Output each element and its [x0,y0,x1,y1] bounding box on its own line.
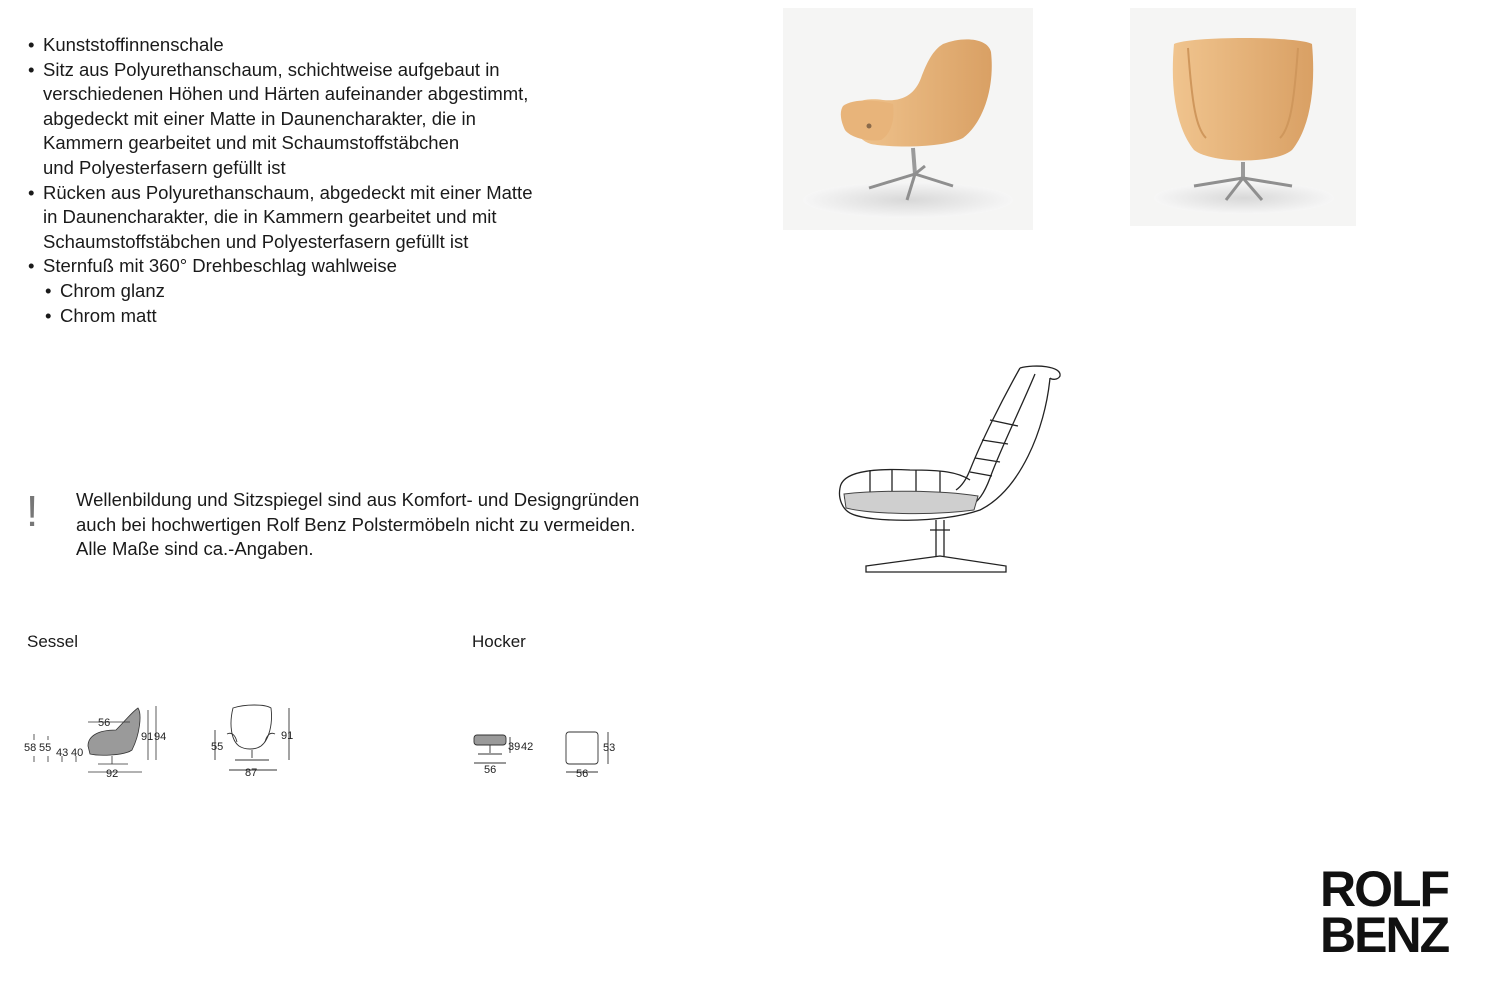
feature-line: in Daunencharakter, die in Kammern gearbeitet und mit [43,206,497,228]
notice-line: Alle Maße sind ca.-Angaben. [76,538,314,560]
dim-sessel-side-right-0: 91 [141,731,154,743]
bullet-icon: • [45,279,52,301]
dim-sessel-side-left-1: 55 [39,742,52,754]
brand-line-1: ROLF [1320,861,1449,917]
notice-line: auch bei hochwertigen Rolf Benz Polstermöbeln nicht zu vermeiden. [76,513,636,535]
feature-line: und Polyesterfasern gefüllt ist [43,156,286,178]
dim-sessel-front-left: 55 [211,741,224,753]
section-title-sessel: Sessel [27,632,79,651]
dim-hocker-top-right: 53 [603,742,616,754]
feature-line: Schaumstoffstäbchen und Polyesterfasern gefüllt ist [43,230,469,252]
notice-text [76,488,736,562]
dim-sessel-side-right-1: 94 [154,731,167,743]
rolf-benz-logo [1320,861,1470,963]
dim-sessel-side-left-0: 58 [24,742,37,754]
dim-sessel-front-right: 91 [281,730,294,742]
feature-list [28,33,648,328]
feature-item [28,58,648,181]
chair-photo-side [783,8,1033,230]
dim-hocker-side-bottom: 56 [484,764,497,776]
chair-photo-back [1130,8,1356,226]
sessel-side-dimension-diagram [20,700,180,785]
feature-line: Sternfuß mit 360° Drehbeschlag wahlweise [43,255,397,277]
bullet-icon: • [28,34,35,55]
bullet-icon: • [28,255,35,277]
feature-line: Chrom matt [60,304,157,326]
dim-sessel-side-left-3: 40 [71,747,84,759]
feature-item [28,279,648,304]
feature-line: verschiedenen Höhen und Härten aufeinander abgestimmt, [43,83,529,105]
hocker-top-dimension-diagram [562,728,622,783]
feature-line: Sitz aus Polyurethanschaum, schichtweise aufgebaut in [43,58,500,80]
dim-hocker-top-bottom: 56 [576,768,589,780]
dim-sessel-side-top: 56 [98,717,111,729]
dim-sessel-side-left-2: 43 [56,747,69,759]
bullet-icon: • [28,58,35,80]
feature-item [28,181,648,255]
dim-hocker-side-right-0: 39 [508,741,521,753]
feature-line: Kammern gearbeitet und mit Schaumstoffstäbchen [43,132,460,154]
chair-side-drawing [830,360,1070,580]
dim-sessel-side-bottom: 92 [106,768,119,780]
feature-line: Kunststoffinnenschale [43,34,224,55]
feature-item [28,33,648,58]
dim-sessel-front-bottom: 87 [245,767,258,779]
section-title-hocker: Hocker [472,632,526,651]
bullet-icon: • [45,304,52,326]
notice-line: Wellenbildung und Sitzspiegel sind aus Komfort- und Designgründen [76,489,640,510]
feature-item [28,254,648,279]
hocker-side-dimension-diagram [470,725,540,780]
feature-line: abgedeckt mit einer Matte in Daunencharakter, die in [43,107,476,129]
bullet-icon: • [28,181,35,203]
feature-line: Chrom glanz [60,279,165,301]
sessel-front-dimension-diagram [205,700,305,785]
brand-line-2: BENZ [1320,907,1449,963]
exclamation-icon: ! [26,487,39,536]
dim-hocker-side-right-1: 42 [521,741,534,753]
feature-line: Rücken aus Polyurethanschaum, abgedeckt mit einer Matte [43,181,533,203]
feature-item [28,304,648,329]
